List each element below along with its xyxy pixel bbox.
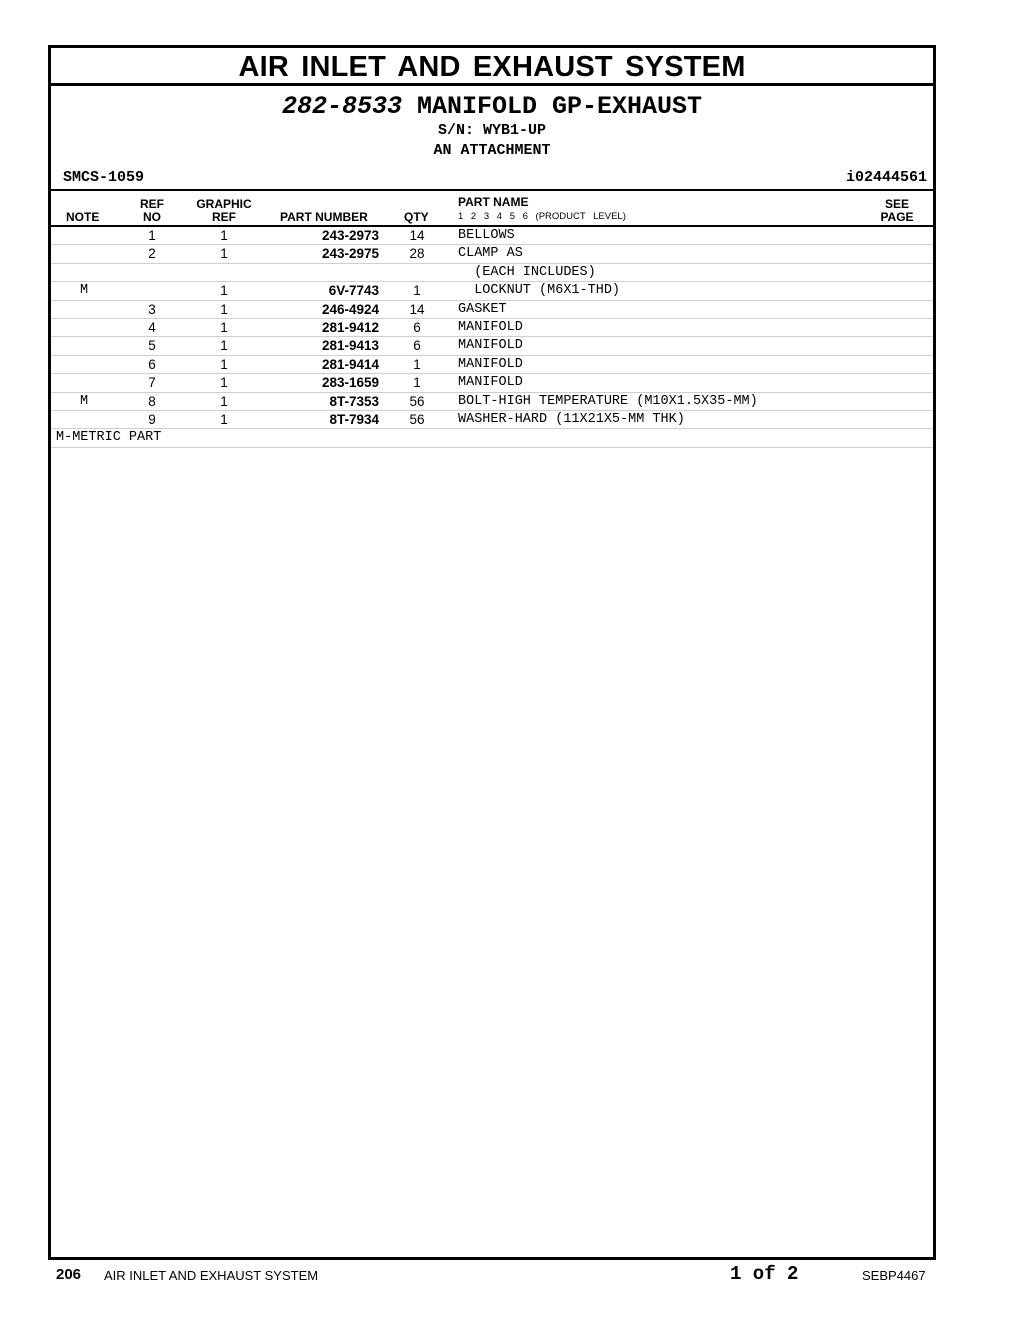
qty-cell: 1 <box>413 375 421 391</box>
table-row <box>51 411 933 429</box>
qty-cell: 1 <box>413 356 421 372</box>
part-name-cell: BELLOWS <box>458 228 515 243</box>
ref-no-cell: 9 <box>148 411 156 427</box>
ref-no-cell: 2 <box>148 246 156 262</box>
note-cell: M <box>79 393 89 409</box>
footer-page-number: 206 <box>56 1266 82 1283</box>
part-number-cell: 246-4924 <box>321 301 379 317</box>
part-name-cell: MANIFOLD <box>458 375 523 391</box>
part-number-cell: 8T-7934 <box>329 411 379 427</box>
table-row <box>51 393 933 411</box>
graphic-ref-cell: 1 <box>220 301 228 317</box>
part-number-cell: 243-2973 <box>321 228 379 243</box>
qty-cell: 14 <box>409 228 425 243</box>
graphic-ref-cell: 1 <box>220 246 228 262</box>
footer-section: AIR INLET AND EXHAUST SYSTEM <box>104 1268 319 1283</box>
part-number-cell: 8T-7353 <box>329 393 379 409</box>
header-part-number: PART NUMBER <box>280 210 368 224</box>
group-name: MANIFOLD GP-EXHAUST <box>417 92 703 121</box>
qty-cell: 14 <box>409 301 425 317</box>
ref-no-cell: 6 <box>148 356 156 372</box>
part-name-cell: MANIFOLD <box>458 356 523 372</box>
graphic-ref-cell: 1 <box>220 319 228 335</box>
table-row <box>51 356 933 374</box>
qty-cell: 56 <box>409 411 425 427</box>
header-ref-top: REF <box>140 197 164 211</box>
qty-cell: 6 <box>413 338 421 354</box>
footer-doc-number: SEBP4467 <box>862 1268 926 1283</box>
graphic-ref-cell: 1 <box>220 283 228 299</box>
arrangement: AN ATTACHMENT <box>433 142 551 159</box>
footer-page-of: 1 of 2 <box>730 1263 799 1285</box>
header-graphic-ref <box>191 198 257 224</box>
table-row <box>51 282 933 300</box>
part-name-cell: WASHER-HARD (11X21X5-MM THK) <box>458 411 685 427</box>
table-row <box>51 319 933 337</box>
header-qty: QTY <box>404 210 429 224</box>
graphic-ref-cell: 1 <box>220 393 228 409</box>
parts-table <box>51 227 933 448</box>
header-see-bottom: PAGE <box>880 210 914 224</box>
part-number-cell: 243-2975 <box>321 246 379 262</box>
part-name-cell: GASKET <box>458 301 507 317</box>
ref-no-cell: 7 <box>148 375 156 391</box>
parts-page-frame <box>48 45 936 1260</box>
graphic-ref-cell: 1 <box>220 356 228 372</box>
part-name-cell: LOCKNUT (M6X1-THD) <box>458 283 621 299</box>
header-see-page <box>873 198 921 224</box>
ref-no-cell: 3 <box>148 301 156 317</box>
header-top-rule <box>51 189 933 191</box>
header-part-name: PART NAME <box>458 195 529 209</box>
part-name-cell: MANIFOLD <box>458 319 523 335</box>
metric-part-note: M-METRIC PART <box>56 430 162 446</box>
part-name-cell: CLAMP AS <box>458 246 523 262</box>
ref-no-cell: 8 <box>148 393 156 409</box>
serial-range: S/N: WYB1-UP <box>437 122 547 139</box>
table-row <box>51 337 933 355</box>
qty-cell: 56 <box>409 393 425 409</box>
header-ref-no <box>133 198 171 224</box>
table-row <box>51 374 933 392</box>
header-note: NOTE <box>66 210 100 224</box>
table-row <box>51 264 933 282</box>
group-number: 282-8533 <box>281 92 402 121</box>
graphic-ref-cell: 1 <box>220 228 228 243</box>
part-number-cell: 6V-7743 <box>328 283 379 299</box>
header-ref-bottom: NO <box>143 210 161 224</box>
table-row <box>51 227 933 245</box>
smcs-code: SMCS-1059 <box>63 169 145 186</box>
graphic-ref-cell: 1 <box>220 411 228 427</box>
graphic-ref-cell: 1 <box>220 338 228 354</box>
part-name-cell: MANIFOLD <box>458 338 523 354</box>
part-name-cell: BOLT-HIGH TEMPERATURE (M10X1.5X35-MM) <box>458 393 758 409</box>
note-cell: M <box>79 283 89 299</box>
header-see-top: SEE <box>884 197 909 211</box>
qty-cell: 28 <box>409 246 425 262</box>
product-levels: 1 2 3 4 5 6 (PRODUCT LEVEL) <box>458 211 626 222</box>
table-row <box>51 301 933 319</box>
part-name-cell: (EACH INCLUDES) <box>458 264 596 280</box>
header-graphic-bottom: REF <box>212 210 236 224</box>
part-number-cell: 281-9414 <box>321 356 379 372</box>
illustration-id: i02444561 <box>845 169 927 186</box>
qty-cell: 1 <box>413 283 421 299</box>
table-row <box>51 245 933 263</box>
metric-note-row <box>51 429 933 447</box>
part-number-cell: 281-9413 <box>321 338 379 354</box>
part-number-cell: 283-1659 <box>321 375 379 391</box>
ref-no-cell: 1 <box>148 228 156 243</box>
part-number-cell: 281-9412 <box>321 319 379 335</box>
section-title: AIR INLET AND EXHAUST SYSTEM <box>51 48 933 86</box>
header-graphic-top: GRAPHIC <box>196 197 252 211</box>
qty-cell: 6 <box>413 319 421 335</box>
ref-no-cell: 4 <box>148 319 156 335</box>
graphic-ref-cell: 1 <box>220 375 228 391</box>
ref-no-cell: 5 <box>148 338 156 354</box>
group-title <box>51 92 933 121</box>
